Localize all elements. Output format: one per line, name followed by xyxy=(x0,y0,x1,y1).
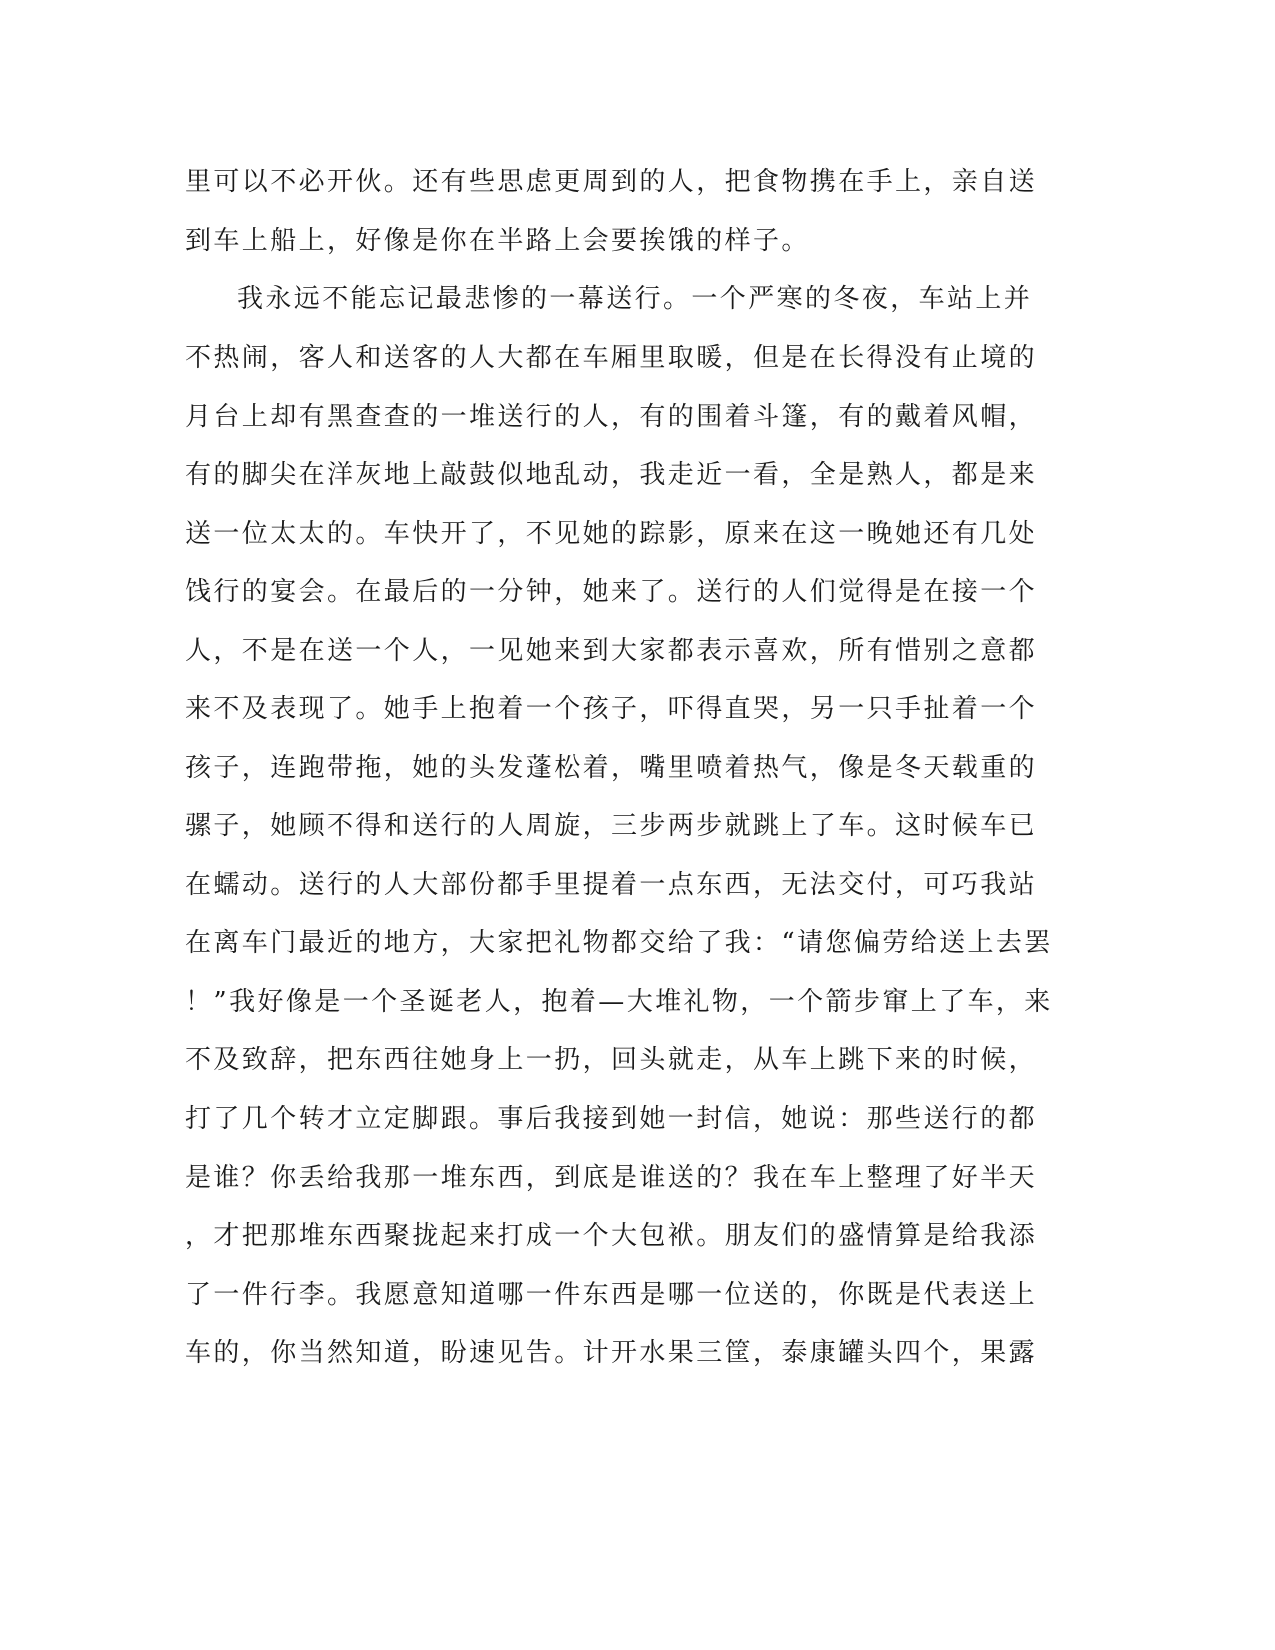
text-line: 在离车门最近的地方，大家把礼物都交给了我：“请您偏劳给送上去罢 xyxy=(185,928,1053,958)
text-line: 孩子，连跑带拖，她的头发蓬松着，嘴里喷着热气，像是冬天载重的 xyxy=(185,753,1038,783)
text-line: 骡子，她顾不得和送行的人周旋，三步两步就跳上了车。这时候车已 xyxy=(185,811,1038,841)
text-line: 人，不是在送一个人，一见她来到大家都表示喜欢，所有惜别之意都 xyxy=(185,636,1038,666)
text-line: 来不及表现了。她手上抱着一个孩子，吓得直哭，另一只手扯着一个 xyxy=(185,694,1038,724)
text-line: 不热闹，客人和送客的人大都在车厢里取暖，但是在长得没有止境的 xyxy=(185,343,1038,373)
text-line: 是谁？你丢给我那一堆东西，到底是谁送的？我在车上整理了好半天 xyxy=(185,1163,1038,1193)
text-line: 不及致辞，把东西往她身上一扔，回头就走，从车上跳下来的时候， xyxy=(185,1045,1038,1075)
text-line: ！”我好像是一个圣诞老人，抱着—大堆礼物，一个箭步窜上了车，来 xyxy=(185,987,1053,1017)
text-line: 有的脚尖在洋灰地上敲鼓似地乱动，我走近一看，全是熟人，都是来 xyxy=(185,460,1038,490)
text-line: 车的，你当然知道，盼速见告。计开水果三筐，泰康罐头四个，果露 xyxy=(185,1338,1038,1368)
text-line: 送一位太太的。车快开了，不见她的踪影，原来在这一晚她还有几处 xyxy=(185,519,1038,549)
text-line: 饯行的宴会。在最后的一分钟，她来了。送行的人们觉得是在接一个 xyxy=(185,577,1038,607)
text-line: 月台上却有黑查查的一堆送行的人，有的围着斗篷，有的戴着风帽， xyxy=(185,402,1038,432)
text-line: 了一件行李。我愿意知道哪一件东西是哪一位送的，你既是代表送上 xyxy=(185,1280,1038,1310)
text-line: ，才把那堆东西聚拢起来打成一个大包袱。朋友们的盛情算是给我添 xyxy=(185,1221,1038,1251)
text-line: 打了几个转才立定脚跟。事后我接到她一封信，她说：那些送行的都 xyxy=(185,1104,1038,1134)
text-line: 到车上船上，好像是你在半路上会要挨饿的样子。 xyxy=(185,226,810,256)
paragraph-start-line: 我永远不能忘记最悲惨的一幕送行。一个严寒的冬夜，车站上并 xyxy=(237,284,1033,314)
text-line: 里可以不必开伙。还有些思虑更周到的人，把食物携在手上，亲自送 xyxy=(185,167,1038,197)
text-line: 在蠕动。送行的人大部份都手里提着一点东西，无法交付，可巧我站 xyxy=(185,870,1038,900)
